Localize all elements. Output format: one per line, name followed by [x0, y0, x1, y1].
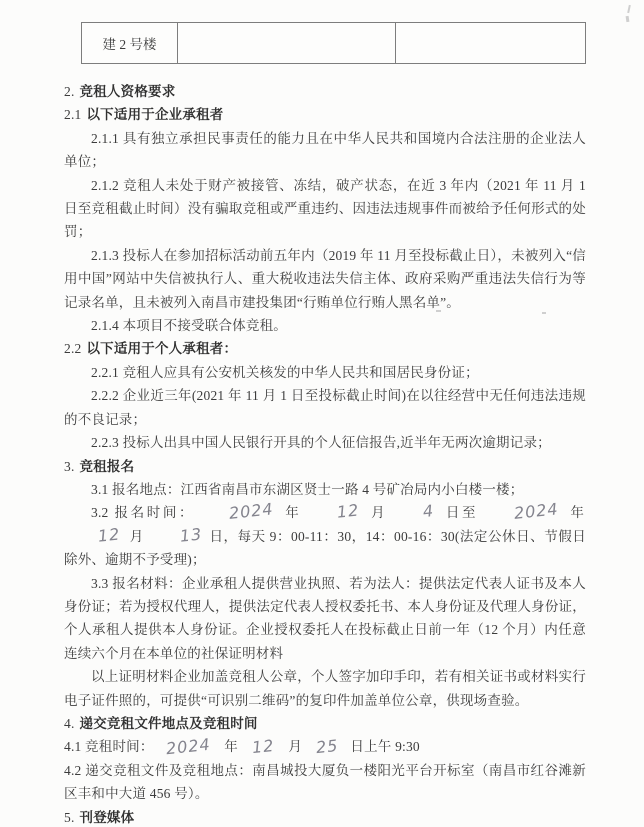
building-table — [81, 22, 586, 64]
document-body — [64, 80, 586, 827]
clause-2-1-3: 2.1.3 投标人在参加招标活动前五年内（2019 年 11 月至投标截止日），未被列入“信用中国”网站中失信被执行人、重大税收违法失信主体、政府采购严重违法失信行为等记录名单，且未被列入南昌市建投集团“行贿单位行贿人黑名单”。 — [64, 247, 586, 310]
clause-4-1-bid-time — [64, 735, 586, 758]
clause-2-1-1: 2.1.1 具有独立承担民事责任的能力且在中华人民共和国境内合法注册的企业法人单位； — [64, 130, 586, 170]
handwritten-start-year: 2024 — [228, 499, 275, 524]
handwritten-end-month: 12 — [96, 524, 122, 546]
handwritten-start-day: 4 — [422, 501, 436, 522]
month-label: 月 — [368, 505, 388, 521]
clause-2-1-4: 2.1.4 本项目不接受联合体竞租。 — [91, 318, 287, 334]
heading-5-title: 刊登媒体 — [79, 809, 135, 825]
year-label: 年 — [567, 505, 585, 521]
month-label: 月 — [288, 739, 303, 755]
handwritten-start-month: 12 — [336, 500, 361, 523]
heading-2-2-number: 2.2 — [64, 341, 82, 357]
handwritten-end-year: 2024 — [513, 499, 560, 524]
heading-2-number: 2. — [64, 84, 75, 99]
heading-5-number: 5. — [64, 809, 75, 825]
heading-3-number: 3. — [64, 458, 75, 474]
year-label: 年 — [282, 505, 302, 521]
heading-3 — [64, 455, 586, 478]
heading-2-2-title: 以下适用于个人承租者： — [86, 341, 238, 357]
day-to-label: 日至 — [443, 505, 479, 521]
heading-4-number: 4. — [64, 715, 75, 731]
table-cell-empty-1 — [178, 23, 396, 63]
handwritten-bid-day: 25 — [315, 736, 340, 758]
heading-3-title: 竞租报名 — [79, 458, 135, 474]
handwritten-bid-year: 2024 — [164, 735, 212, 759]
heading-5 — [64, 806, 586, 827]
paragraph-seal-requirement: 以上证明材料企业加盖竞租人公章，个人签字加印手印，若有相关证书或材料实行电子证件照的，可提供“可识别二维码”的复印件加盖单位公章，供现场查验。 — [64, 669, 586, 708]
heading-2-1-number: 2.1 — [64, 107, 82, 123]
heading-2-1 — [64, 103, 586, 126]
heading-2-2 — [64, 337, 586, 360]
handwritten-end-day: 13 — [178, 524, 203, 546]
clause-2-2-3: 2.2.3 投标人出具中国人民银行开具的个人征信报告,近半年无两次逾期记录； — [91, 435, 551, 451]
clause-4-1-tail: 日上午 9:30 — [350, 739, 420, 755]
heading-2 — [64, 80, 586, 103]
heading-4-title: 递交竞租文件地点及竞租时间 — [79, 715, 258, 731]
handwritten-bid-month: 12 — [251, 736, 276, 758]
clause-3-2-registration-period — [64, 501, 586, 571]
clause-2-2-1: 2.2.1 竞租人应具有公安机关核发的中华人民共和国居民身份证； — [91, 364, 479, 380]
clause-2-2-2: 2.2.2 企业近三年(2021 年 11 月 1 日至投标截止时间)在以往经营中无任何违法违规的不良记录； — [64, 388, 586, 427]
scan-artifact — [626, 16, 630, 22]
table-cell-building-name: 建 2 号楼 — [82, 23, 178, 63]
scan-artifact — [627, 5, 631, 13]
clause-3-3: 3.3 报名材料：企业承租人提供营业执照、若为法人：提供法定代表人证书及本人身份证；若为授权代理人，提供法定代表人授权委托书、本人身份证及代理人身份证，个人承租人提供本人身份证。企业授权委托人在投标截止日前一年（12 个月）内任意连续六个月在本单位的社保证明材料 — [64, 575, 586, 661]
clause-4-1-prefix: 4.1 竞租时间： — [64, 739, 154, 755]
clause-3-2-tail: 日，每天 9：00-11：30，14：00-16：30(法定公休日、节假日除外、逾期不予受理)； — [64, 528, 587, 568]
clause-2-1-2: 2.1.2 竞租人未处于财产被接管、冻结，破产状态，在近 3 年内（2021 年 11 月 1 日至竞租截止时间）没有骗取竞租或严重违约、因违法违规事件而被给予任何形式的处罚； — [64, 177, 586, 240]
clause-3-1: 3.1 报名地点：江西省南昌市东湖区贤士一路 4 号矿冶局内小白楼一楼； — [91, 481, 524, 497]
heading-2-title: 竞租人资格要求 — [79, 84, 176, 99]
clause-4-2: 4.2 递交竞租文件及竞租地点：南昌城投大厦负一楼阳光平台开标室（南昌市红谷滩新区丰和中大道 456 号）。 — [64, 762, 586, 802]
heading-2-1-title: 以下适用于企业承租者 — [86, 107, 224, 123]
table-cell-empty-2 — [396, 23, 585, 63]
clause-3-2-prefix: 3.2 报名时间： — [91, 505, 196, 521]
heading-4 — [64, 712, 586, 735]
year-label: 年 — [224, 739, 238, 755]
month-label: 月 — [129, 528, 144, 544]
